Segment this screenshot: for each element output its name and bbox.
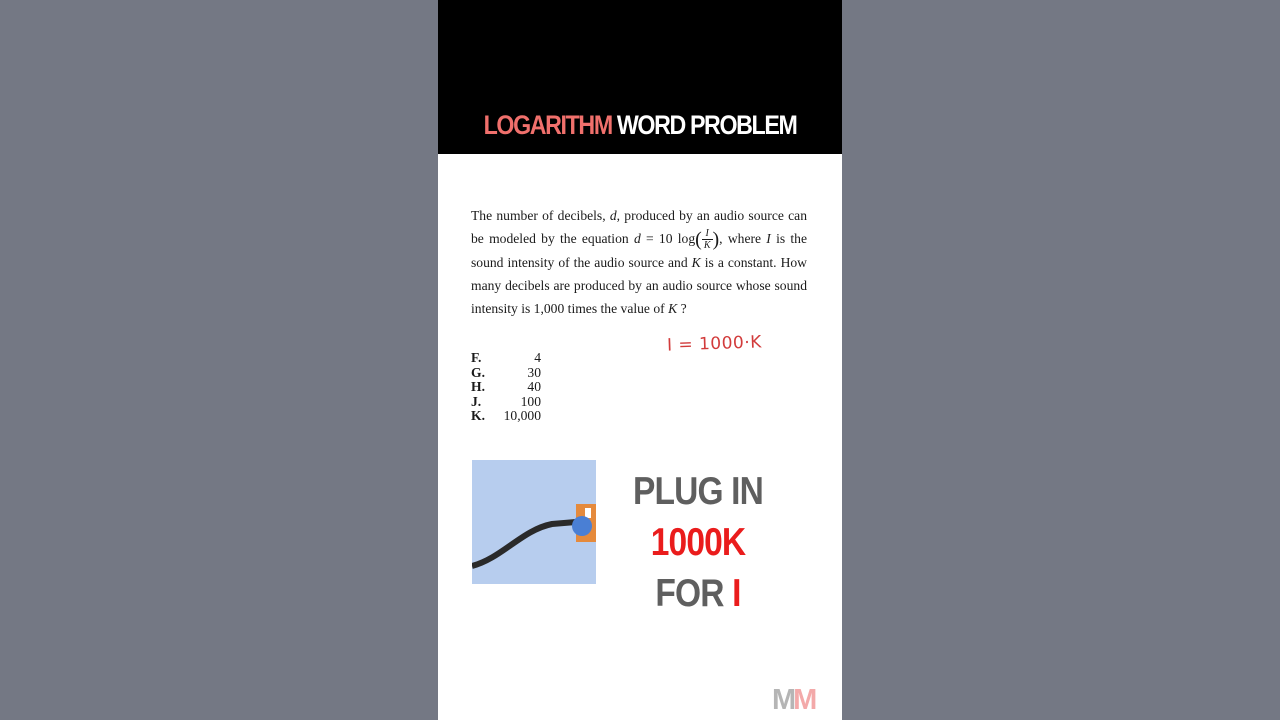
overlay-caption: PLUG IN 1000K FOR I: [632, 470, 763, 615]
plug-cable-icon: [472, 460, 596, 584]
channel-logo: MM: [772, 684, 815, 716]
handwritten-note: I = 1000·K: [666, 332, 763, 356]
video-title: [466, 110, 813, 141]
answer-choice: J. 100: [471, 393, 541, 409]
header-bar: [438, 0, 842, 154]
video-frame: [438, 0, 842, 720]
answer-choices: [471, 351, 541, 424]
answer-choice: G. 30: [471, 364, 541, 380]
title-highlight: LOGARITHM: [483, 110, 612, 140]
answer-choice: F. 4: [471, 350, 541, 365]
answer-choice: H. 40: [471, 379, 541, 394]
plug-graphic: [472, 460, 596, 584]
fraction: $\frac{I}{K}$: [703, 228, 711, 252]
problem-text: The number of decibels, d, produced by an audio source can be modeled by the equation d = 10 log( $\frac{I}{K}$ ), where I is the sound intensity of the audio source and K is a constant. How many decibels are produced by an audio source whose sound intensity is 1,000 times the value of K ?: [471, 208, 808, 317]
equation: = 10 log: [646, 231, 696, 246]
title-rest: WORD PROBLEM: [616, 110, 797, 140]
answer-choice: K. 10,000: [471, 408, 541, 423]
